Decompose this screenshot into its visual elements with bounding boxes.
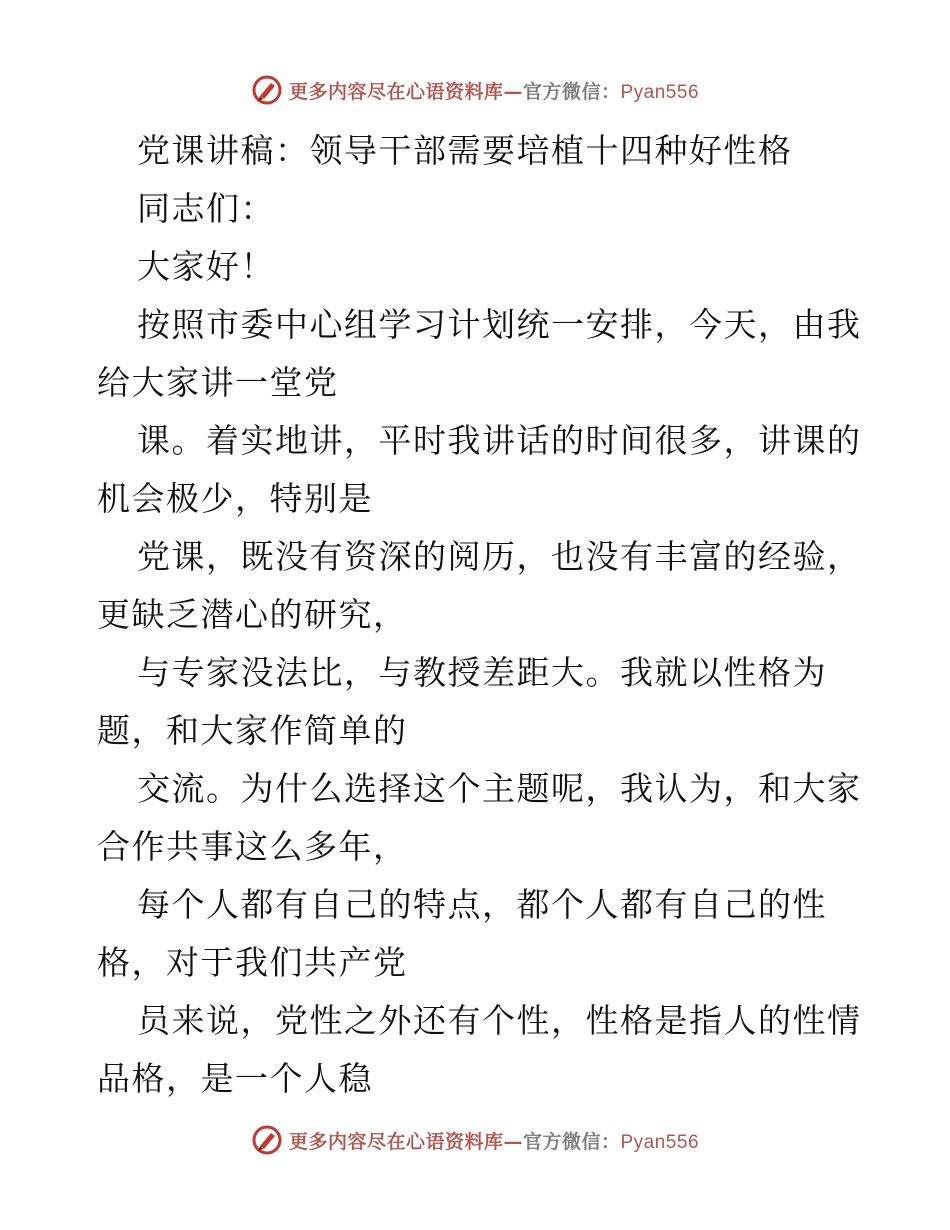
header-banner [0, 70, 950, 110]
text-line: 品格，是一个人稳 [97, 1059, 373, 1098]
text-line: 与专家没法比，与教授差距大。我就以性格为 [137, 653, 827, 692]
text-line: 题，和大家作简单的 [97, 711, 408, 750]
footer-banner [0, 1120, 950, 1160]
header-wechat-label: 官方微信： [522, 80, 621, 103]
text-line: 课。着实地讲，平时我讲话的时间很多，讲课的 [137, 421, 862, 460]
text-line: 交流。为什么选择这个主题呢，我认为，和大家 [137, 769, 862, 808]
footer-wechat-id: Pyan556 [620, 1131, 700, 1153]
text-line: 党课，既没有资深的阅历，也没有丰富的经验， [137, 537, 862, 576]
header-dash: — [503, 80, 523, 103]
text-line: 大家好！ [137, 247, 275, 286]
document-title: 党课讲稿：领导干部需要培植十四种好性格 [137, 131, 793, 170]
footer-site-name: 更多内容尽在心语资料库 [288, 1130, 504, 1153]
text-line: 按照市委中心组学习计划统一安排，今天，由我 [137, 305, 862, 344]
text-line: 每个人都有自己的特点，都个人都有自己的性 [137, 885, 827, 924]
text-line: 给大家讲一堂党 [97, 363, 339, 402]
header-site-name: 更多内容尽在心语资料库 [288, 80, 504, 103]
footer-banner-text [289, 1127, 699, 1154]
header-banner-text [289, 77, 699, 104]
footer-wechat-label: 官方微信： [522, 1130, 621, 1153]
text-line: 更缺乏潜心的研究， [97, 595, 408, 634]
text-line: 同志们： [137, 189, 275, 228]
footer-dash: — [503, 1130, 523, 1153]
document-body [97, 122, 862, 1108]
text-line: 合作共事这么多年， [97, 827, 408, 866]
text-line: 机会极少，特别是 [97, 479, 373, 518]
pen-logo-icon [251, 1124, 283, 1156]
text-line: 格，对于我们共产党 [97, 943, 408, 982]
header-wechat-id: Pyan556 [620, 81, 700, 103]
pen-logo-icon [251, 74, 283, 106]
text-line: 员来说，党性之外还有个性，性格是指人的性情 [137, 1001, 862, 1040]
